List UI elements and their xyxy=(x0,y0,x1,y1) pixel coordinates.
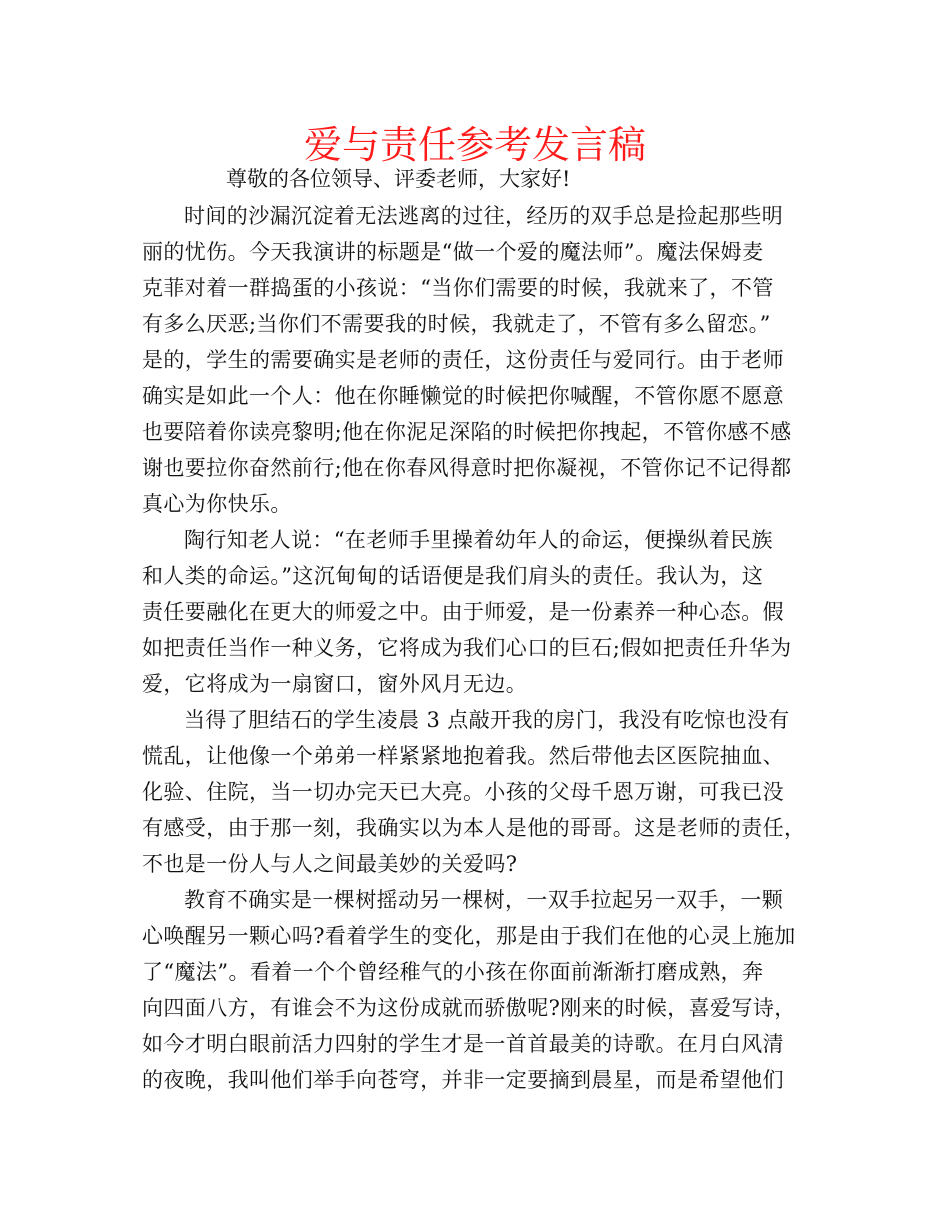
paragraph-line: 真心为你快乐。 xyxy=(142,492,292,516)
paragraph-line: 也要陪着你读亮黎明;他在你泥足深陷的时候把你拽起，不管你感不感 xyxy=(142,420,792,444)
paragraph-line: 有多么厌恶;当你们不需要我的时候，我就走了，不管有多么留恋。” xyxy=(142,312,771,336)
paragraph-line: 确实是如此一个人：他在你睡懒觉的时候把你喊醒，不管你愿不愿意 xyxy=(142,384,784,408)
greeting-line: 尊敬的各位领导、评委老师，大家好! xyxy=(226,167,571,191)
paragraph-line: 向四面八方，有谁会不为这份成就而骄傲呢?刚来的时候，喜爱写诗， xyxy=(142,996,796,1020)
paragraph-line: 化验、住院，当一切办完天已大亮。小孩的父母千恩万谢，可我已没 xyxy=(142,780,784,804)
paragraph-line: 谢也要拉你奋然前行;他在你春风得意时把你凝视，不管你记不记得都 xyxy=(142,456,792,480)
paragraph-line: 有感受，由于那一刻，我确实以为本人是他的哥哥。这是老师的责任， xyxy=(142,816,806,840)
paragraph-3 xyxy=(142,702,812,882)
paragraph-line: 和人类的命运。”这沉甸甸的话语便是我们肩头的责任。我认为，这 xyxy=(142,564,764,588)
paragraph-line: 教育不确实是一棵树摇动另一棵树，一双手拉起另一双手，一颗 xyxy=(184,888,784,912)
paragraph-line: 是的，学生的需要确实是老师的责任，这份责任与爱同行。由于老师 xyxy=(142,348,784,372)
paragraph-line: 如把责任当作一种义务，它将成为我们心口的巨石;假如把责任升华为 xyxy=(142,636,792,660)
paragraph-1 xyxy=(142,198,812,522)
paragraph-line: 爱，它将成为一扇窗口，窗外风月无边。 xyxy=(142,672,528,696)
paragraph-line: 不也是一份人与人之间最美妙的关爱吗? xyxy=(142,852,518,876)
paragraph-line: 如今才明白眼前活力四射的学生才是一首首最美的诗歌。在月白风清 xyxy=(142,1032,784,1056)
paragraph-line: 丽的忧伤。今天我演讲的标题是“做一个爱的魔法师”。魔法保姆麦 xyxy=(142,240,764,264)
paragraph-line: 的夜晚，我叫他们举手向苍穹，并非一定要摘到晨星，而是希望他们 xyxy=(142,1068,784,1092)
paragraph-2 xyxy=(142,522,812,702)
paragraph-line: 心唤醒另一颗心吗?看着学生的变化，那是由于我们在他的心灵上施加 xyxy=(142,924,796,948)
paragraph-line: 克菲对着一群捣蛋的小孩说：“当你们需要的时候，我就来了，不管 xyxy=(142,276,774,300)
paragraph-line: 责任要融化在更大的师爱之中。由于师爱，是一份素养一种心态。假 xyxy=(142,600,784,624)
paragraph-line: 了“魔法”。看着一个个曾经稚气的小孩在你面前渐渐打磨成熟，奔 xyxy=(142,960,764,984)
paragraph-line: 陶行知老人说：“在老师手里操着幼年人的命运，便操纵着民族 xyxy=(184,528,773,552)
paragraph-4 xyxy=(142,882,812,1098)
paragraph-line: 慌乱，让他像一个弟弟一样紧紧地抱着我。然后带他去区医院抽血、 xyxy=(142,744,784,768)
document-body xyxy=(142,198,812,1098)
paragraph-line: 时间的沙漏沉淀着无法逃离的过往，经历的双手总是捡起那些明 xyxy=(184,204,784,228)
paragraph-line: 当得了胆结石的学生凌晨 3 点敲开我的房门，我没有吃惊也没有 xyxy=(184,708,790,732)
document-title: 爱与责任参考发言稿 xyxy=(303,123,646,167)
